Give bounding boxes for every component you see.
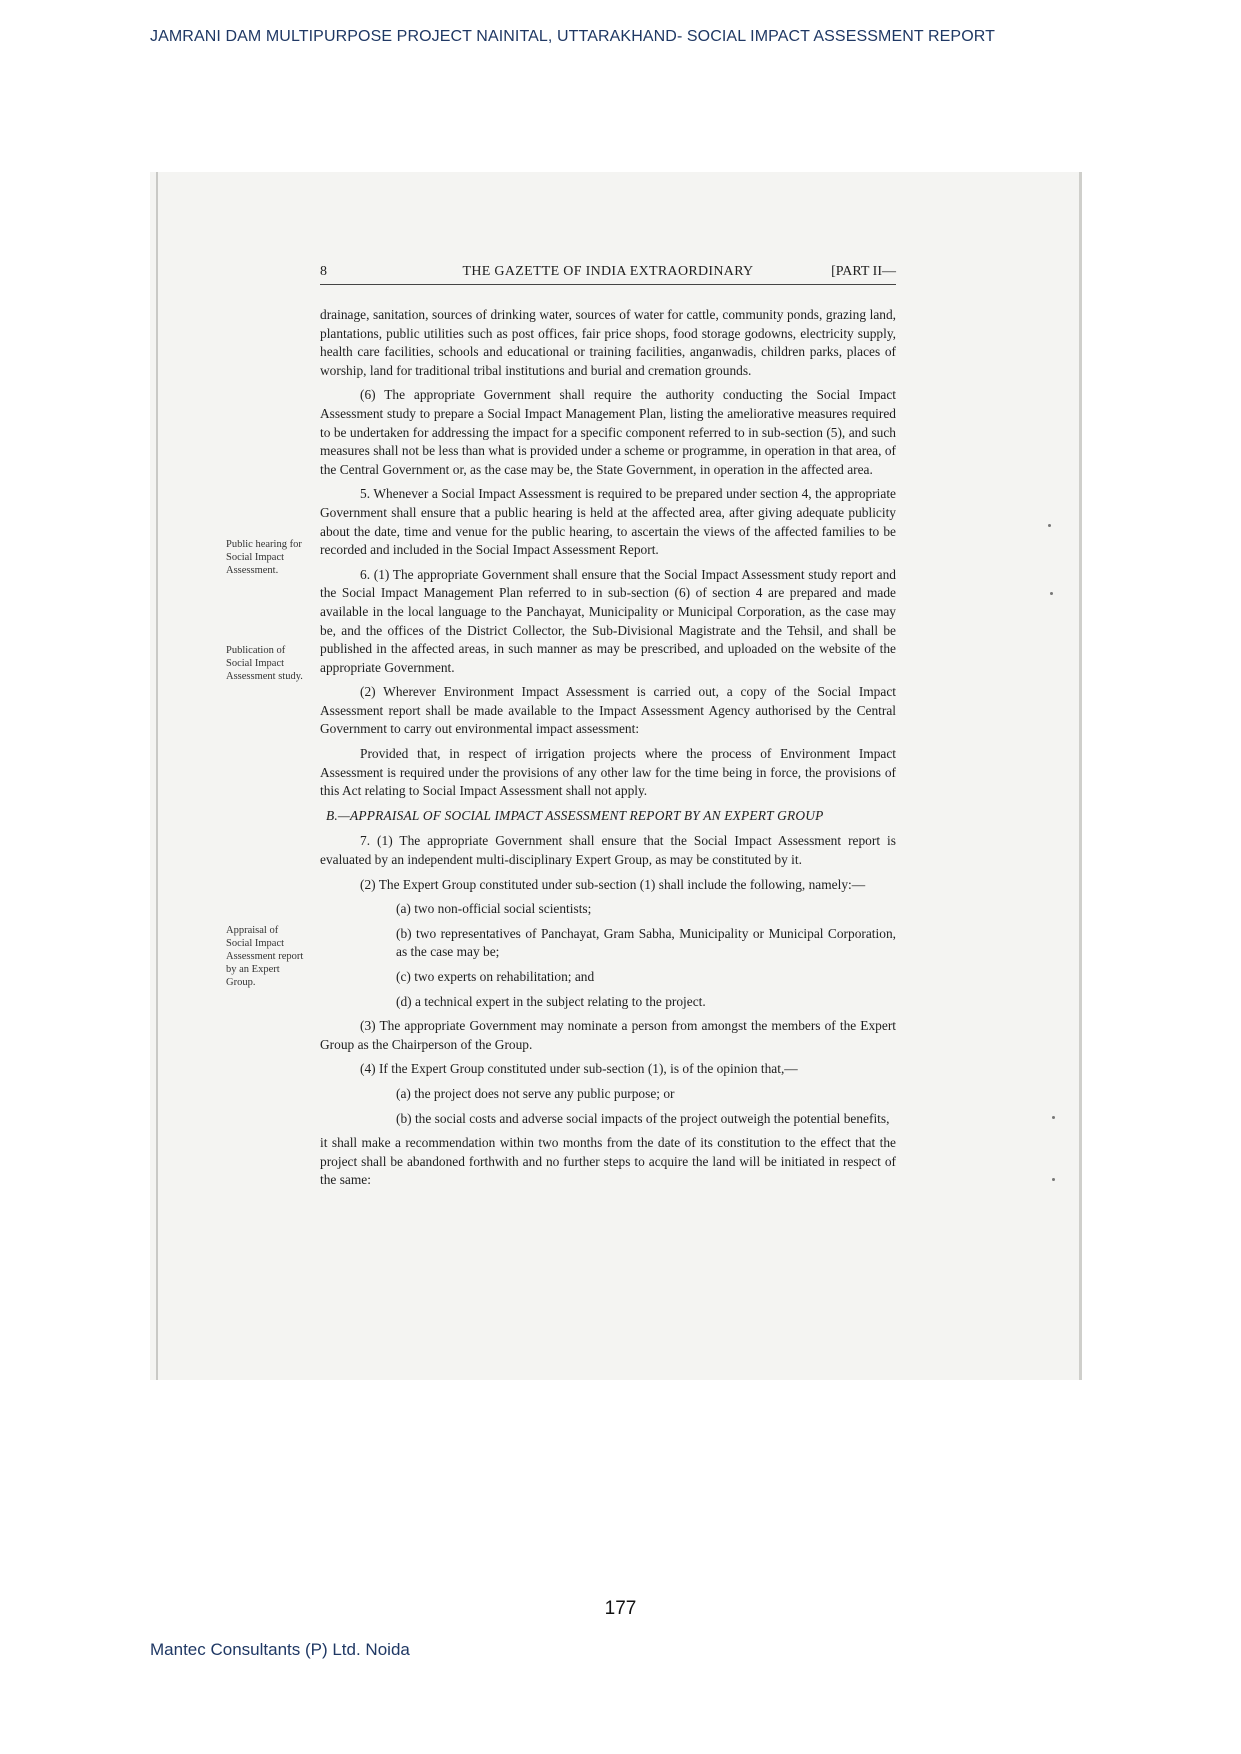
margin-note-publication: Publication of Social Impact Assessment study. bbox=[226, 645, 303, 682]
list-item-b: (b) two representatives of Panchayat, Gram Sabha, Municipality or Municipal Corporation, as the case may be; bbox=[396, 925, 896, 960]
scan-speck bbox=[1052, 1116, 1055, 1119]
paragraph-6-2: (2) Wherever Environment Impact Assessment is carried out, a copy of the Social Impact Assessment report shall be made available to the Impact Assessment Agency authorised by the Central Government to carry out environmental impact assessment: bbox=[320, 684, 896, 737]
paragraph-5: 5. Whenever a Social Impact Assessment is required to be prepared under section 4, the appropriate Government shall ensure that a public hearing is held at the affected area, after giving adequate publicity about the date, time and venue for the public hearing, to ascertain the views of the affected families to be recorded and included in the Social Impact Assessment Report. bbox=[320, 486, 896, 558]
paragraph-7-3: (3) The appropriate Government may nominate a person from amongst the members of the Expert Group as the Chairperson of the Group. bbox=[320, 1018, 896, 1052]
paragraph-7-2: (2) The Expert Group constituted under sub-section (1) shall include the following, namely:— bbox=[360, 876, 866, 892]
scanned-gazette-page bbox=[150, 172, 1082, 1380]
margin-note-appraisal: Appraisal of Social Impact Assessment report by an Expert Group. bbox=[226, 925, 304, 988]
scan-speck bbox=[1052, 1178, 1055, 1181]
list-item-a: (a) two non-official social scientists; bbox=[396, 901, 592, 917]
list-item-4a: (a) the project does not serve any public purpose; or bbox=[396, 1085, 675, 1101]
paragraph-proviso: Provided that, in respect of irrigation projects where the process of Environment Impact Assessment is required under the provisions of any other law for the time being in force, the provisions of this Act relating to Social Impact Assessment shall not apply. bbox=[320, 746, 896, 799]
paragraph-7-4: (4) If the Expert Group constituted under sub-section (1), is of the opinion that,— bbox=[360, 1061, 798, 1077]
paragraph-7-1: 7. (1) The appropriate Government shall ensure that the Social Impact Assessment report is evaluated by an independent multi-disciplinary Expert Group, as may be constituted by it. bbox=[320, 833, 896, 868]
gazette-body bbox=[320, 306, 896, 1196]
scan-edge-left bbox=[156, 172, 158, 1380]
gazette-part: [PART II— bbox=[831, 264, 896, 279]
scan-speck bbox=[1050, 592, 1053, 595]
scan-edge-right bbox=[1079, 172, 1082, 1380]
list-item-d: (d) a technical expert in the subject relating to the project. bbox=[396, 993, 706, 1009]
paragraph-drainage: drainage, sanitation, sources of drinking water, sources of water for cattle, community ponds, grazing land, plantations, public utilities such as post offices, fair price shops, food storage godowns, electricity supply, health care facilities, schools and educational or training facilities, anganwadis, children parks, places of worship, land for traditional tribal institutions and burial and cremation grounds. bbox=[320, 307, 896, 378]
paragraph-6-1: 6. (1) The appropriate Government shall ensure that the Social Impact Assessment study report and the Social Impact Management Plan referred to in sub-section (6) of section 4 are prepared and made available in the local language to the Panchayat, Municipality or Municipal Corporation, as the case may be, and the offices of the District Collector, the Sub-Divisional Magistrate and the Tehsil, and shall be published in the affected areas, in such manner as may be prescribed, and uploaded on the website of the appropriate Government. bbox=[320, 566, 896, 675]
margin-note-public-hearing: Public hearing for Social Impact Assessment. bbox=[226, 539, 302, 576]
scan-speck bbox=[1048, 524, 1051, 527]
gazette-page-number: 8 bbox=[320, 264, 327, 279]
report-footer: Mantec Consultants (P) Ltd. Noida bbox=[150, 1640, 410, 1659]
gazette-title: THE GAZETTE OF INDIA EXTRAORDINARY bbox=[462, 264, 754, 279]
paragraph-4-6: (6) The appropriate Government shall require the authority conducting the Social Impact Assessment study to prepare a Social Impact Management Plan, listing the ameliorative measures required to be undertaken for addressing the impact for a specific component referred to in sub-section (5), and such measures shall not be less than what is provided under a scheme or programme, in operation in that area, of the Central Government or, as the case may be, the State Government, in operation in the affected area. bbox=[320, 387, 896, 477]
list-item-4b: (b) the social costs and adverse social impacts of the project outweigh the potential benefits, bbox=[396, 1110, 890, 1126]
gazette-header bbox=[320, 264, 896, 285]
paragraph-recommendation: it shall make a recommendation within two months from the date of its constitution to the effect that the project shall be abandoned forthwith and no further steps to acquire the land will be initiated in respect of the same: bbox=[320, 1135, 896, 1188]
report-header: JAMRANI DAM MULTIPURPOSE PROJECT NAINITAL, UTTARAKHAND- SOCIAL IMPACT ASSESSMENT REPORT bbox=[150, 28, 995, 45]
list-item-c: (c) two experts on rehabilitation; and bbox=[396, 969, 595, 984]
page-number: 177 bbox=[604, 1598, 637, 1619]
section-heading-b: B.—APPRAISAL OF SOCIAL IMPACT ASSESSMENT REPORT BY AN EXPERT GROUP bbox=[326, 807, 824, 823]
